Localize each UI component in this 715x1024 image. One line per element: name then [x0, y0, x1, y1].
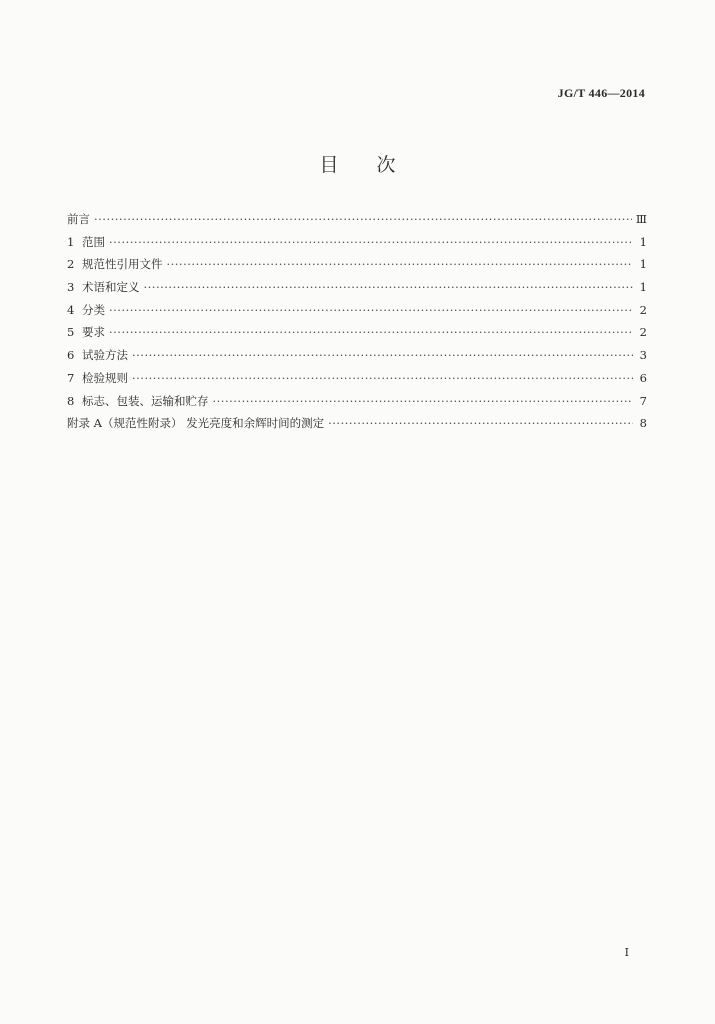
toc-entry-number: 6 — [67, 348, 75, 363]
toc-leader — [94, 208, 632, 231]
toc-entry-label: 附录 A（规范性附录） 发光亮度和余辉时间的测定 — [67, 416, 325, 431]
standard-code: JG/T 446—2014 — [557, 86, 645, 100]
toc-entry-page: 1 — [639, 280, 647, 295]
page-number: I — [624, 946, 629, 959]
toc-leader — [109, 321, 633, 344]
toc-leader — [167, 253, 634, 276]
toc-entry-classification[interactable] — [67, 299, 647, 322]
toc-entry-normative-references[interactable] — [67, 253, 647, 276]
toc-entry-page: Ⅲ — [635, 212, 647, 226]
toc-entry-page: 6 — [639, 370, 647, 385]
toc-entry-marking-packaging[interactable] — [67, 390, 647, 413]
toc-leader — [109, 231, 633, 254]
toc-entry-number: 5 — [67, 325, 75, 340]
toc-entry-page: 1 — [639, 257, 647, 272]
toc-entry-page: 7 — [639, 393, 647, 408]
toc-entry-foreword[interactable] — [67, 208, 647, 231]
toc-entry-requirements[interactable] — [67, 321, 647, 344]
toc-entry-number: 2 — [67, 257, 75, 272]
toc-entry-label: 规范性引用文件 — [82, 257, 163, 272]
toc-entry-label: 分类 — [82, 302, 105, 317]
toc-entry-scope[interactable] — [67, 231, 647, 254]
toc-entry-page: 3 — [639, 348, 647, 363]
toc-entry-page: 1 — [639, 234, 647, 249]
toc-entry-page: 2 — [639, 302, 647, 317]
toc-entry-label: 范围 — [82, 234, 105, 249]
toc-entry-annex-a[interactable] — [67, 412, 647, 435]
toc-entry-test-methods[interactable] — [67, 344, 647, 367]
toc-entry-number: 4 — [67, 302, 75, 317]
toc-leader — [132, 344, 633, 367]
toc-entry-number: 1 — [67, 234, 75, 249]
toc-entry-number: 3 — [67, 280, 75, 295]
toc-entry-label: 检验规则 — [82, 370, 128, 385]
toc-title: 目次 — [319, 154, 434, 176]
toc-entry-page: 8 — [639, 416, 647, 431]
toc-entry-label: 要求 — [82, 325, 105, 340]
toc-entry-inspection-rules[interactable] — [67, 367, 647, 390]
toc-leader — [109, 299, 633, 322]
toc-entry-label: 标志、包装、运输和贮存 — [82, 393, 209, 408]
toc-entry-terms-definitions[interactable] — [67, 276, 647, 299]
toc-entry-number: 8 — [67, 393, 75, 408]
table-of-contents — [67, 208, 647, 435]
toc-entry-label: 试验方法 — [82, 348, 128, 363]
toc-entry-page: 2 — [639, 325, 647, 340]
toc-entry-label: 术语和定义 — [82, 280, 140, 295]
toc-leader — [213, 390, 634, 413]
toc-entry-label: 前言 — [67, 212, 90, 226]
toc-leader — [144, 276, 634, 299]
toc-leader — [132, 367, 633, 390]
toc-entry-number: 7 — [67, 370, 75, 385]
toc-leader — [328, 412, 633, 435]
